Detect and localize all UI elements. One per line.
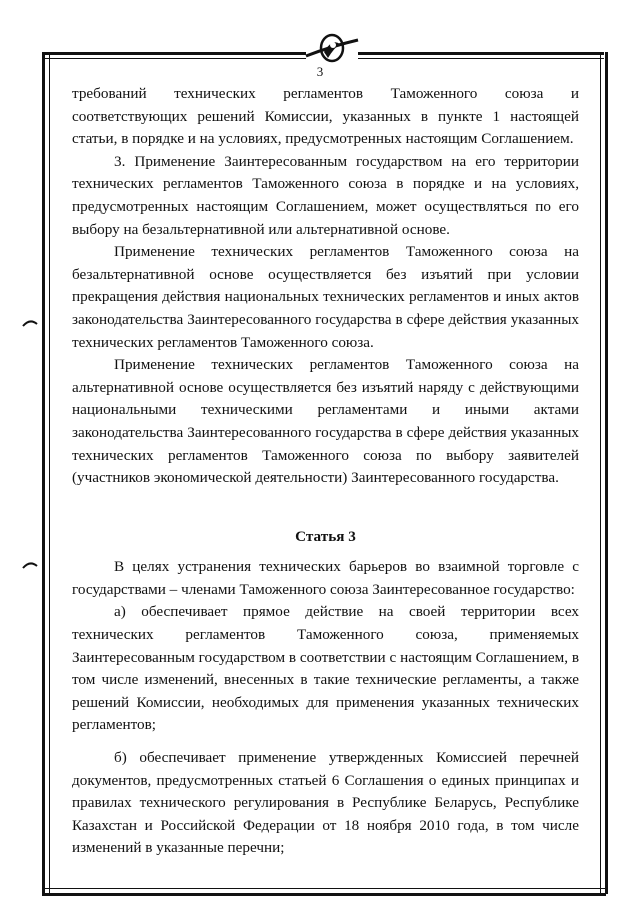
page-number: 3 (316, 64, 324, 79)
paragraph: Применение технических регламентов Таможенного союза на безальтернативной основе осуществляется без изъятий при условии прекращения действия национальных технических регламентов и иных актов законодательства Заинтересованного государства в сфере действия указанных технических регламентов Таможенного союза. (72, 243, 579, 351)
list-item: б) обеспечивает применение утвержденных Комиссией перечней документов, предусмотренных статьей 6 Соглашения о единых принципах и правилах технического регулирования в Республике Беларусь, Республике Казахстан и Российской Федерации от 18 ноября 2010 года, в том числе изменений в указанные перечни; (72, 749, 579, 857)
margin-mark-icon (22, 560, 38, 570)
paragraph: требований технических регламентов Таможенного союза и соответствующих решений Комиссии, указанных в пункте 1 настоящей статьи, в порядке и на условиях, предусмотренных настоящим Соглашением. (72, 85, 579, 148)
frame-top-left-border (44, 52, 306, 59)
paragraph: Применение технических регламентов Таможенного союза на альтернативной основе осуществляется без изъятий наряду с действующими национальными техническими регламентами и иными актами законодательства Заинтересованного государства в сфере действия указанных технических регламентов Таможенного союза по выбору заявителей (участников экономической деятельности) Заинтересованного государства. (72, 356, 579, 487)
frame-right-border (600, 52, 608, 894)
list-item: а) обеспечивает прямое действие на своей территории всех технических регламентов Таможенного союза, применяемых Заинтересованным государством в соответствии с настоящим Соглашением, в том числе изменений, внесенных в такие технические регламенты, а также решений Комиссии, необходимых для применения указанных технических регламентов; (72, 603, 579, 734)
margin-mark-icon (22, 318, 38, 328)
paragraph: 3. Применение Заинтересованным государством на его территории технических регламентов Таможенного союза в порядке и на условиях, предусмотренных настоящим Соглашением, может осуществляться по его выбору на безальтернативной или альтернативной основе. (72, 152, 579, 238)
emblem-icon (302, 28, 362, 68)
frame-top-right-border (358, 52, 604, 59)
paragraph: В целях устранения технических барьеров во взаимной торговле с государствами – членами Таможенного союза Заинтересованное государство: (72, 558, 579, 598)
document-body (72, 83, 579, 860)
frame-bottom-border (42, 888, 606, 896)
article-heading: Статья 3 (295, 527, 356, 545)
frame-left-border (42, 52, 50, 894)
